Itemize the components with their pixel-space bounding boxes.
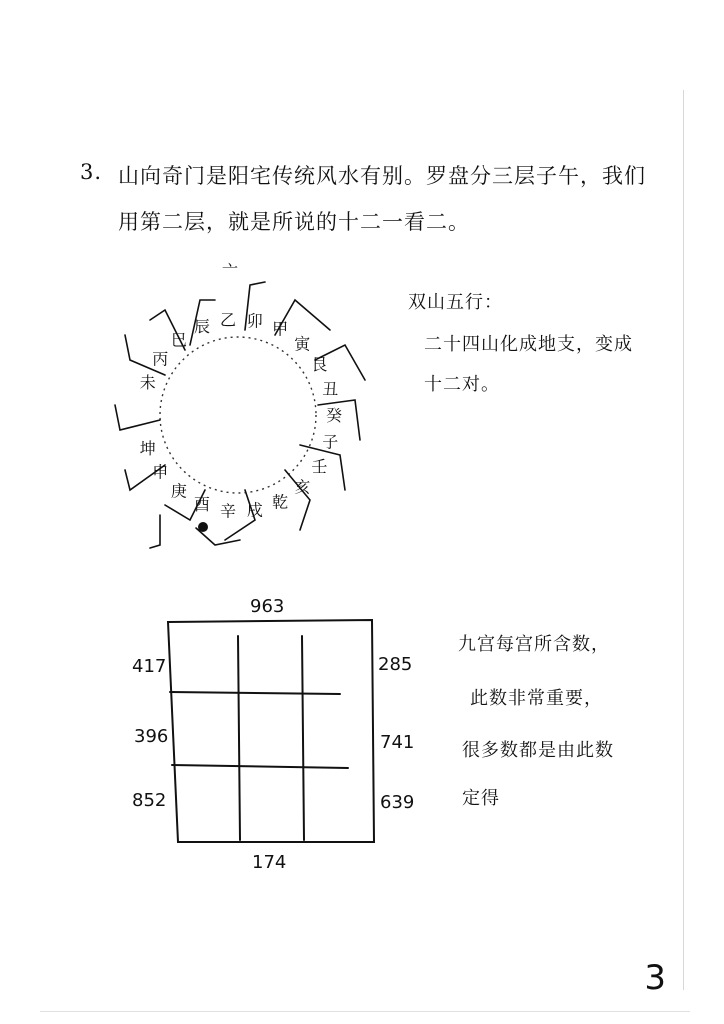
grid-left-number-1: 417 bbox=[132, 656, 167, 677]
compass-label: 戌 bbox=[246, 500, 263, 520]
compass-label: 艮 bbox=[311, 355, 328, 375]
compass-label: 酉 bbox=[193, 495, 211, 514]
grid-right-number-1: 285 bbox=[378, 654, 413, 675]
notes-line-1: 二十四山化成地支，变成 bbox=[424, 334, 633, 355]
compass-label: 未 bbox=[139, 373, 156, 393]
explain-line-4: 定得 bbox=[462, 788, 500, 809]
page-number: 3 bbox=[644, 958, 666, 998]
compass-label: 壬 bbox=[311, 456, 328, 476]
compass-label: 乙 bbox=[219, 310, 237, 330]
compass-label: 子 bbox=[322, 432, 339, 452]
compass-label: 庚 bbox=[170, 481, 187, 501]
item-number: 3. bbox=[80, 160, 103, 184]
grid-right-number-2: 741 bbox=[380, 732, 415, 753]
explain-line-3: 很多数都是由此数 bbox=[462, 740, 614, 761]
compass-label: 卯 bbox=[246, 311, 263, 331]
compass-top-label: 亠 bbox=[221, 261, 239, 280]
compass-label: 申 bbox=[152, 462, 169, 482]
grid-bottom-number: 174 bbox=[252, 852, 287, 873]
compass-label: 丑 bbox=[322, 379, 339, 399]
item-line-1: 山向奇门是阳宅传统风水有别。罗盘分三层子午，我们 bbox=[118, 164, 646, 188]
grid-left-number-3: 852 bbox=[132, 790, 167, 811]
compass-label: 甲 bbox=[272, 319, 289, 339]
notes-line-2: 十二对。 bbox=[424, 374, 500, 395]
explain-line-1: 九宫每宫所含数， bbox=[458, 634, 610, 655]
compass-label: 寅 bbox=[294, 334, 311, 354]
compass-label: 辛 bbox=[219, 501, 237, 521]
grid-right-number-3: 639 bbox=[380, 792, 415, 813]
compass-label: 亥 bbox=[294, 477, 311, 497]
compass-label: 巳 bbox=[170, 330, 187, 350]
compass-label: 癸 bbox=[325, 406, 343, 425]
notes-heading: 双山五行： bbox=[408, 292, 503, 313]
compass-label: 坤 bbox=[139, 438, 156, 458]
compass-label: 辰 bbox=[193, 317, 211, 336]
compass-label: 乾 bbox=[272, 492, 289, 512]
explain-line-2: 此数非常重要， bbox=[470, 688, 603, 709]
compass-label: 丙 bbox=[152, 349, 169, 369]
grid-left-number-2: 396 bbox=[134, 726, 169, 747]
grid-top-number: 963 bbox=[250, 596, 285, 617]
item-line-2: 用第二层，就是所说的十二一看二。 bbox=[118, 210, 470, 234]
